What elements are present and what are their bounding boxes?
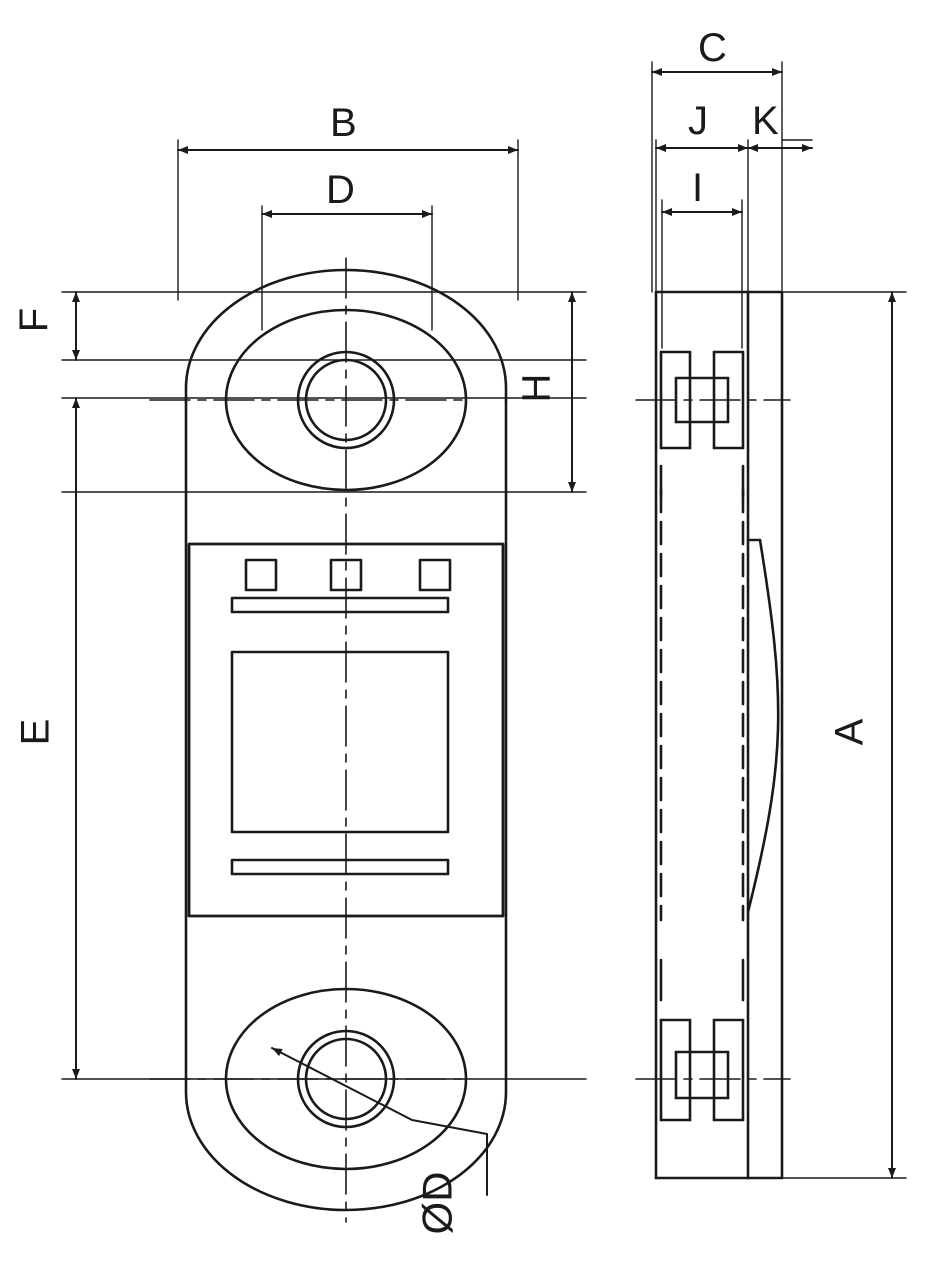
dimension-arrows [76,72,892,1178]
side-view-grip-curve [748,540,778,912]
dimension-label-H: H [514,373,559,403]
dimension-label-I: I [692,166,704,210]
dimension-label-E: E [13,718,58,746]
lower-strip [232,860,448,874]
display-window [232,652,448,832]
dimension-label-A: A [827,718,872,746]
dimension-label-C: C [698,26,727,70]
dimension-label-diameter-d: ØD [413,1171,461,1235]
dimension-label-K: K [752,99,779,143]
dimension-label-J: J [688,99,708,143]
upper-strip [232,598,448,612]
side-view-upper-detail [661,352,743,920]
dimension-label-F: F [12,307,57,333]
side-view-lower-detail [661,960,743,1120]
button-right [420,560,450,590]
side-view-body-outline [656,292,782,1178]
dimension-label-B: B [330,101,357,145]
dimension-label-D: D [326,168,355,212]
button-left [246,560,276,590]
centrelines [150,258,790,1222]
